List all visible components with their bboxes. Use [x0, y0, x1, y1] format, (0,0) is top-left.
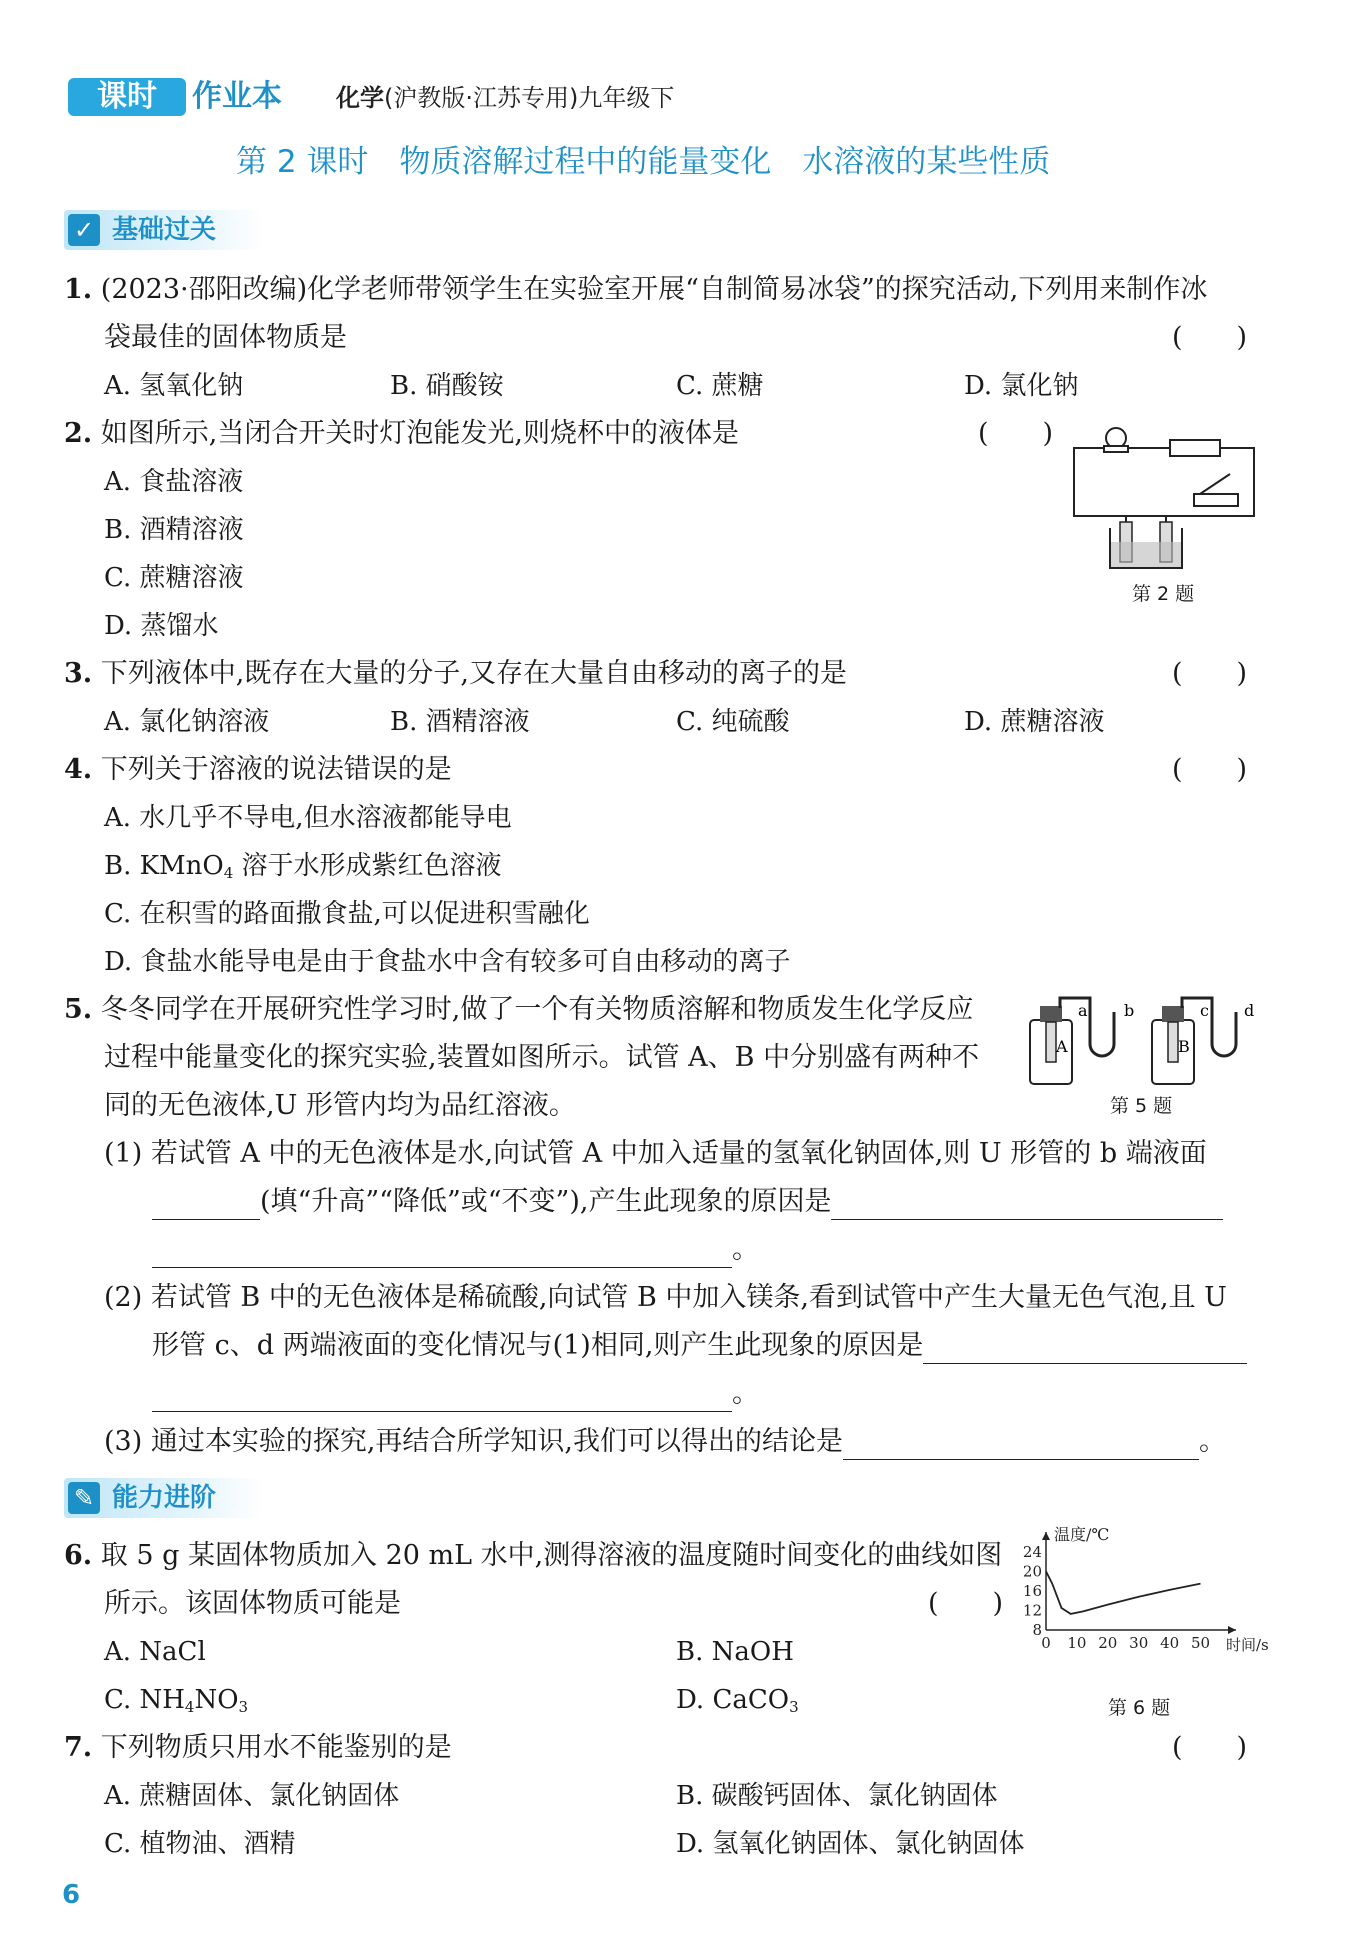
q5-part2-blank2[interactable] — [152, 1383, 732, 1412]
q5-part2-line2: 形管 c、d 两端液面的变化情况与(1)相同,则产生此现象的原因是 — [152, 1328, 1247, 1364]
x-tick-label: 20 — [1098, 1634, 1118, 1652]
q6-option-c[interactable]: C. $NH_4NO_3$ — [104, 1685, 249, 1716]
y-tick-label: 12 — [1022, 1601, 1042, 1620]
q5-text-line2: 过程中能量变化的探究实验,装置如图所示。试管 A、B 中分别盛有两种不 — [104, 1042, 980, 1073]
q1-option-a[interactable]: A. 氢氧化钠 — [104, 371, 244, 401]
q5-part1-line3: 。 — [152, 1232, 759, 1268]
y-tick-label: 24 — [1022, 1542, 1042, 1561]
q5-text-line3: 同的无色液体,U 形管内均为品红溶液。 — [104, 1090, 576, 1121]
temperature-time-chart — [1010, 1525, 1269, 1680]
x-tick-label: 0 — [1041, 1634, 1051, 1652]
q1-answer-paren[interactable]: ( ) — [1172, 322, 1248, 353]
y-axis-label: 温度/℃ — [1054, 1525, 1110, 1544]
q5-part2-blank1[interactable] — [923, 1335, 1247, 1364]
q7-option-a[interactable]: A. 蔗糖固体、氯化钠固体 — [104, 1781, 400, 1811]
q6-option-b[interactable]: B. NaOH — [676, 1637, 794, 1667]
y-tick-label: 20 — [1022, 1562, 1042, 1581]
q2-option-d[interactable]: D. 蒸馏水 — [104, 611, 219, 641]
q4-option-d[interactable]: D. 食盐水能导电是由于食盐水中含有较多可自由移动的离子 — [104, 947, 791, 977]
temperature-curve — [1046, 1571, 1201, 1614]
q6-option-d[interactable]: D. CaCO$_3$ — [676, 1685, 799, 1716]
q3-option-b[interactable]: B. 酒精溶液 — [390, 707, 530, 737]
y-tick-label: 16 — [1022, 1581, 1042, 1600]
label-a: a — [1078, 1001, 1088, 1020]
x-tick-label: 30 — [1129, 1634, 1149, 1652]
q6-text-line2: 所示。该固体物质可能是 — [104, 1588, 401, 1619]
header-subject: 化学(沪教版·江苏专用)九年级下 — [336, 84, 675, 112]
y-axis-arrow — [1042, 1532, 1050, 1540]
q2-answer-paren[interactable]: ( ) — [978, 418, 1054, 449]
q5-part2-line3: 。 — [152, 1376, 759, 1412]
x-tick-label: 10 — [1067, 1634, 1087, 1652]
section-advanced-label: 能力进阶 — [112, 1483, 217, 1513]
q3-option-d[interactable]: D. 蔗糖溶液 — [964, 707, 1105, 737]
q5-part2-line1: (2) 若试管 B 中的无色液体是稀硫酸,向试管 B 中加入镁条,看到试管中产生大量无色气泡,且 U — [104, 1282, 1227, 1313]
q6-text-line1: 6. 取 5 g 某固体物质加入 20 mL 水中,测得溶液的温度随时间变化的曲线如图 — [64, 1540, 1003, 1571]
section-basic-label: 基础过关 — [112, 215, 217, 245]
q1-option-b[interactable]: B. 硝酸铵 — [390, 371, 504, 401]
q5-part1-line1: (1) 若试管 A 中的无色液体是水,向试管 A 中加入适量的氢氧化钠固体,则 U 形管的 b 端液面 — [104, 1138, 1207, 1169]
q1-option-d[interactable]: D. 氯化钠 — [964, 371, 1079, 401]
q1-text-line1: 1. (2023·邵阳改编)化学老师带领学生在实验室开展“自制简易冰袋”的探究活动,下列用来制作冰 — [64, 274, 1208, 305]
x-tick-label: 50 — [1190, 1634, 1211, 1652]
x-tick-label: 40 — [1160, 1634, 1180, 1652]
q5-text-line1: 5. 冬冬同学在开展研究性学习时,做了一个有关物质溶解和物质发生化学反应 — [64, 994, 974, 1025]
q2-text-line1: 2. 如图所示,当闭合开关时灯泡能发光,则烧杯中的液体是 — [64, 418, 739, 449]
q7-option-c[interactable]: C. 植物油、酒精 — [104, 1829, 296, 1859]
q6-answer-paren[interactable]: ( ) — [928, 1588, 1004, 1619]
q7-option-d[interactable]: D. 氢氧化钠固体、氯化钠固体 — [676, 1829, 1025, 1859]
x-axis-label: 时间/s — [1226, 1636, 1269, 1654]
q2-option-c[interactable]: C. 蔗糖溶液 — [104, 563, 244, 593]
q5-part1-blank1[interactable] — [152, 1191, 260, 1220]
q5-part1-blank2[interactable] — [831, 1191, 1223, 1220]
q1-option-c[interactable]: C. 蔗糖 — [676, 371, 764, 401]
check-icon: ✓ — [68, 214, 100, 246]
q5-part3-line1: (3) 通过本实验的探究,再结合所学知识,我们可以得出的结论是 。 — [104, 1424, 1226, 1460]
q4-text-line1: 4. 下列关于溶液的说法错误的是 — [64, 754, 452, 785]
circuit-diagram — [1070, 418, 1260, 573]
page-number: 6 — [62, 1880, 81, 1910]
q5-part1-blank3[interactable] — [152, 1239, 732, 1268]
q3-answer-paren[interactable]: ( ) — [1172, 658, 1248, 689]
u-tube-apparatus — [1024, 990, 1262, 1090]
q3-option-c[interactable]: C. 纯硫酸 — [676, 707, 790, 737]
q7-option-b[interactable]: B. 碳酸钙固体、氯化钠固体 — [676, 1781, 998, 1811]
lesson-title: 第 2 课时 物质溶解过程中的能量变化 水溶液的某些性质 — [236, 144, 1051, 180]
q3-option-a[interactable]: A. 氯化钠溶液 — [104, 707, 270, 737]
q3-text-line1: 3. 下列液体中,既存在大量的分子,又存在大量自由移动的离子的是 — [64, 658, 847, 689]
q5-part1-line2: (填“升高”“降低”或“不变”),产生此现象的原因是 — [152, 1184, 1223, 1220]
q5-figure-caption: 第 5 题 — [1110, 1095, 1173, 1117]
label-c: c — [1200, 1001, 1209, 1020]
q2-option-b[interactable]: B. 酒精溶液 — [104, 515, 244, 545]
header-logo: 课时 — [68, 78, 186, 116]
q7-text-line1: 7. 下列物质只用水不能鉴别的是 — [64, 1732, 452, 1763]
q1-text-line2: 袋最佳的固体物质是 — [104, 322, 347, 353]
q6-option-a[interactable]: A. NaCl — [104, 1637, 206, 1667]
label-d: d — [1244, 1001, 1255, 1020]
q2-figure-caption: 第 2 题 — [1132, 583, 1195, 605]
q4-option-b[interactable]: B. KMnO$_4$ 溶于水形成紫红色溶液 — [104, 851, 502, 882]
y-tick-label: 8 — [1032, 1621, 1042, 1639]
q7-answer-paren[interactable]: ( ) — [1172, 1732, 1248, 1763]
q2-option-a[interactable]: A. 食盐溶液 — [104, 467, 244, 497]
label-b: b — [1124, 1001, 1135, 1020]
x-axis-arrow — [1228, 1626, 1236, 1634]
label-tube-b: B — [1178, 1037, 1190, 1056]
pencil-icon: ✎ — [68, 1482, 100, 1514]
q6-figure-caption: 第 6 题 — [1108, 1697, 1171, 1719]
header-book-title: 作业本 — [192, 79, 282, 114]
q4-option-a[interactable]: A. 水几乎不导电,但水溶液都能导电 — [104, 803, 512, 833]
q5-part3-blank[interactable] — [843, 1431, 1199, 1460]
q4-answer-paren[interactable]: ( ) — [1172, 754, 1248, 785]
label-tube-a: A — [1056, 1037, 1068, 1056]
q4-option-c[interactable]: C. 在积雪的路面撒食盐,可以促进积雪融化 — [104, 899, 590, 929]
